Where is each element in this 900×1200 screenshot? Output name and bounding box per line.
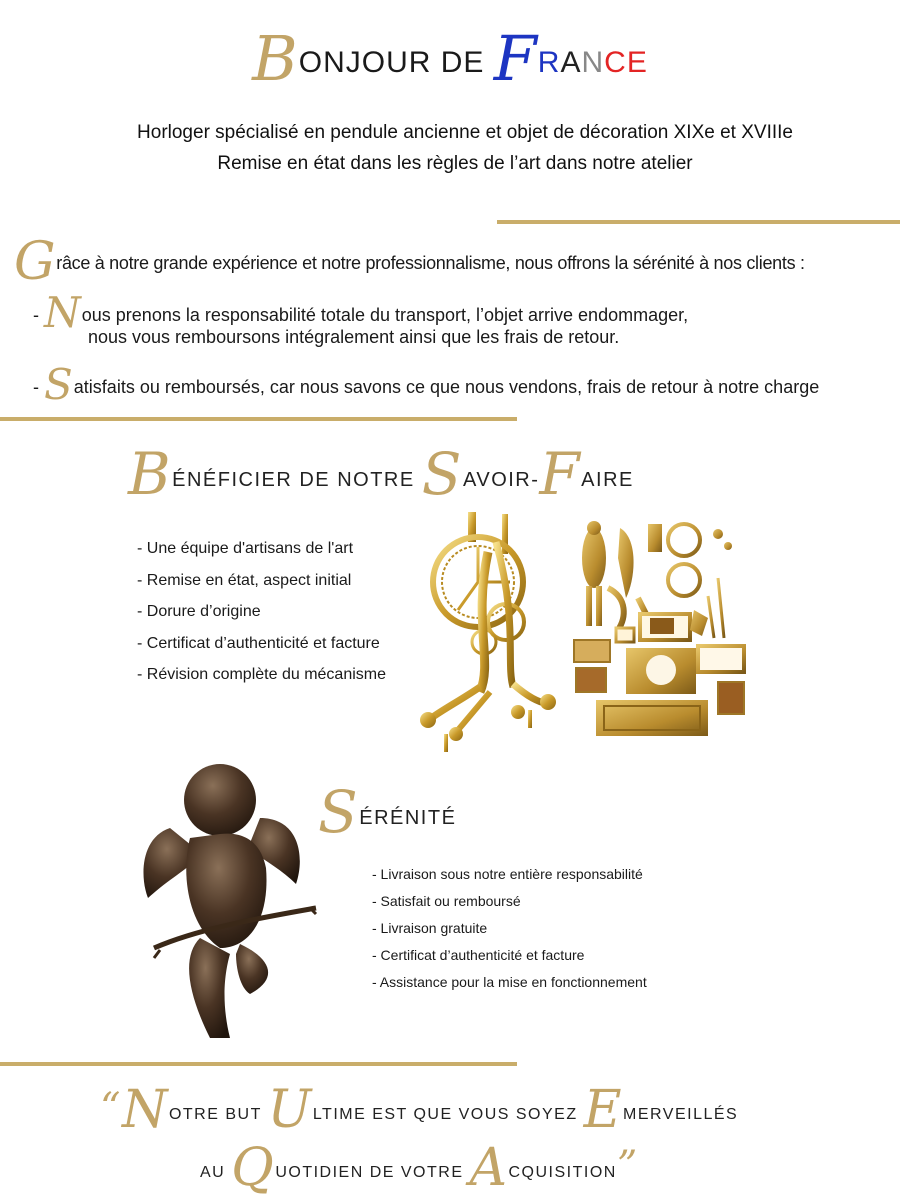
- intro-text: râce à notre grande expérience et notre professionnalisme, nous offrons la sérénité à nos clients :: [56, 253, 805, 273]
- france-letter-c: C: [604, 46, 627, 79]
- serenite-heading: [318, 778, 456, 846]
- heading-text: ÉNÉFICIER DE NOTRE: [172, 469, 422, 491]
- subtitle-line-1: Horloger spécialisé en pendule ancienne et objet de décoration XIXe et XVIIIe: [137, 122, 793, 143]
- france-letter-r: R: [537, 46, 561, 79]
- closing-quote-line-1: [100, 1080, 738, 1140]
- france-letter-a: A: [560, 46, 582, 79]
- intro-paragraph: [14, 232, 805, 292]
- divider-rule-bottom: [0, 1062, 517, 1066]
- title-text: ONJOUR DE: [298, 46, 494, 79]
- skeleton-clock-image: [418, 512, 558, 760]
- quote-initial: A: [469, 1138, 509, 1198]
- quote-initial: Q: [231, 1138, 276, 1198]
- divider-rule-mid: [0, 417, 517, 421]
- quote-text: CQUISITION: [508, 1164, 617, 1181]
- guarantee-bullet-transport-continued: nous vous remboursons intégralement ainsi que les frais de retour.: [88, 327, 620, 347]
- bullet-dash: -: [33, 377, 39, 397]
- list-item: - Dorure d’origine: [137, 603, 261, 620]
- savoir-faire-list: [137, 540, 386, 698]
- quote-initial: E: [583, 1080, 624, 1140]
- list-item: - Livraison sous notre entière responsabilité: [372, 866, 643, 882]
- france-letter-n: N: [581, 46, 605, 79]
- heading-initial: S: [318, 778, 360, 846]
- divider-rule-top: [497, 220, 900, 224]
- quote-text: AU: [200, 1164, 232, 1181]
- france-letter-f: F: [493, 22, 538, 95]
- page-title: [0, 22, 900, 95]
- closing-quote-line-2: [200, 1138, 639, 1198]
- quote-text: MERVEILLÉS: [623, 1106, 739, 1123]
- title-initial: B: [252, 22, 299, 95]
- guarantee-bullet-refund: [33, 360, 819, 409]
- gilt-bronze-parts-image: [568, 518, 748, 740]
- quote-mark: “: [100, 1085, 122, 1131]
- quote-text: OTRE BUT: [168, 1106, 268, 1123]
- list-item: - Une équipe d'artisans de l'art: [137, 540, 354, 557]
- heading-initial: F: [539, 440, 582, 508]
- quote-initial: U: [267, 1080, 313, 1140]
- savoir-faire-heading: [128, 440, 634, 508]
- list-item: - Remise en état, aspect initial: [137, 571, 352, 589]
- list-item: - Révision complète du mécanisme: [137, 666, 386, 683]
- list-item: - Certificat d’authenticité et facture: [372, 947, 585, 963]
- bullet-dash: -: [33, 305, 39, 325]
- bullet-text: atisfaits ou remboursés, car nous savons ce que nous vendons, frais de retour à notre charge: [73, 377, 820, 397]
- heading-text: AVOIR-: [463, 469, 540, 491]
- heading-initial: S: [421, 440, 463, 508]
- heading-text: AIRE: [581, 469, 634, 491]
- list-item: - Certificat d’authenticité et facture: [137, 634, 380, 652]
- heading-initial: B: [128, 440, 173, 508]
- france-letter-e: E: [626, 46, 648, 79]
- bullet-text: ous prenons la responsabilité totale du transport, l’objet arrive endommager,: [81, 305, 689, 325]
- quote-initial: N: [121, 1080, 169, 1140]
- serenite-list: [372, 866, 647, 1001]
- list-item: - Livraison gratuite: [372, 920, 488, 936]
- quote-text: LTIME EST QUE VOUS SOYEZ: [312, 1106, 584, 1123]
- quote-text: UOTIDIEN DE VOTRE: [275, 1164, 470, 1181]
- subtitle-line-2: Remise en état dans les règles de l’art dans notre atelier: [217, 153, 693, 174]
- bullet-initial: N: [44, 288, 81, 337]
- intro-initial: G: [14, 232, 56, 292]
- bronze-cherub-statue-image: [140, 758, 320, 1048]
- bullet-initial: S: [44, 360, 73, 409]
- list-item: - Satisfait ou remboursé: [372, 893, 521, 909]
- list-item: - Assistance pour la mise en fonctionnement: [372, 974, 647, 990]
- heading-text: ÉRÉNITÉ: [359, 807, 457, 829]
- quote-mark: ”: [616, 1143, 639, 1189]
